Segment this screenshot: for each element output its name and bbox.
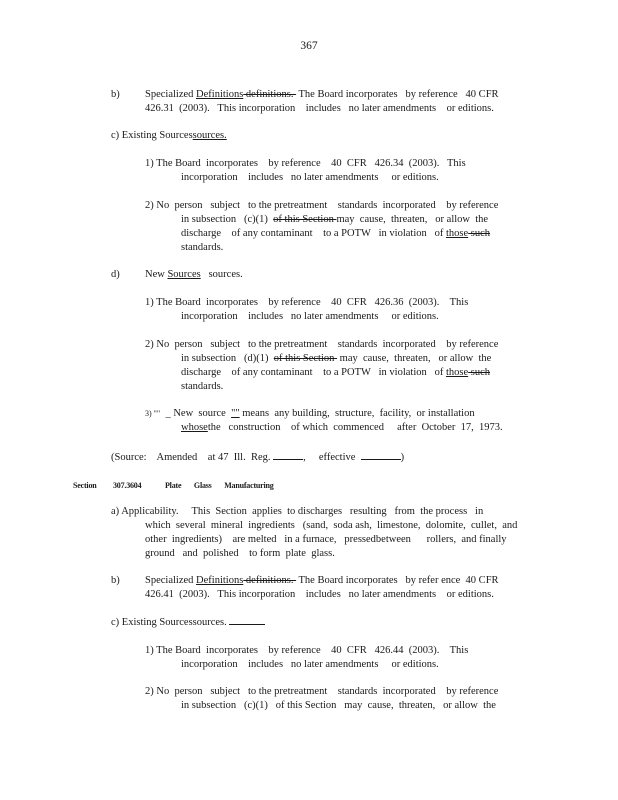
paragraph-line: standards. [181, 242, 224, 253]
blank-line [229, 618, 265, 625]
blank-line [361, 449, 401, 460]
section-title: Plate Glass Manufacturing [165, 481, 274, 490]
paragraph-line [181, 227, 490, 241]
inserted-text: Definitions [196, 89, 244, 100]
paragraph-line [145, 574, 499, 588]
item-label: b) [111, 575, 120, 586]
paragraph-line: a) Applicability. This Section applies to discharges resulting from the process in [111, 506, 484, 517]
page-number: 367 [300, 40, 318, 52]
item-label: b) [111, 89, 120, 100]
text-run: (Source: Amended at 47 Ill. Reg. [111, 452, 271, 463]
text-run: means any building, structure, facility, or installation [239, 408, 475, 419]
text-run: c) Existing Sourcessources. [111, 617, 227, 628]
item-label: d) [111, 269, 120, 280]
text-run: discharge of any contaminant to a POTW in violation of [181, 367, 446, 378]
deleted-text: of this Section [273, 353, 338, 364]
text-run: New [145, 269, 168, 280]
text-run: Specialized [145, 89, 197, 100]
inserted-text: those [445, 228, 469, 239]
source-note [111, 449, 404, 465]
text-run: , effective [303, 452, 356, 463]
paragraph-line [145, 88, 499, 102]
text-run: ) [400, 452, 405, 463]
subsection-heading [145, 268, 243, 282]
text-run: the construction of which commenced after October 17, 1973. [207, 422, 503, 433]
paragraph-line: standards. [181, 381, 224, 392]
text-run: _ New source [160, 408, 232, 419]
deleted-text: of this Section [273, 214, 337, 225]
text-run: discharge of any contaminant to a POTW in violation of [181, 228, 446, 239]
inserted-text: Sources [167, 269, 201, 280]
inserted-text: sources. [192, 130, 227, 141]
paragraph-line: 1) The Board incorporates by reference 40 CFR 426.34 (2003). This [145, 158, 466, 169]
item-marker: 3) "" [145, 409, 161, 418]
inserted-text: Definitions [196, 575, 244, 586]
section-label: Section [73, 481, 97, 490]
paragraph-line: 2) No person subject to the pretreatment standards incorporated by reference [145, 200, 499, 211]
paragraph-line [181, 421, 503, 435]
paragraph-line: 1) The Board incorporates by reference 40 CFR 426.44 (2003). This [145, 645, 469, 656]
paragraph-line [181, 352, 491, 366]
deleted-text: definitions. [243, 89, 297, 100]
paragraph-line: 426.31 (2003). This incorporation includes no later amendments or editions. [145, 103, 494, 114]
paragraph-line: 2) No person subject to the pretreatment standards incorporated by reference [145, 686, 499, 697]
paragraph-line: which several mineral ingredients (sand, soda ash, limestone, dolomite, cullet, and [145, 520, 518, 531]
inserted-text: those [445, 367, 469, 378]
inserted-text: "" [231, 408, 240, 419]
paragraph-line [181, 213, 488, 227]
paragraph-line [145, 407, 475, 421]
text-run: The Board incorporates by reference 40 CFR [296, 89, 499, 100]
text-run: in subsection (c)(1) [181, 214, 274, 225]
text-run: sources. [200, 269, 243, 280]
text-run: may cause, threaten, or allow the [336, 214, 489, 225]
text-run: c) Existing Sources [111, 130, 193, 141]
subsection-heading [111, 129, 227, 143]
deleted-text: definitions. [243, 575, 297, 586]
paragraph-line: incorporation includes no later amendments or editions. [181, 172, 439, 183]
inserted-text: whose [181, 422, 208, 433]
paragraph-line: 2) No person subject to the pretreatment standards incorporated by reference [145, 339, 499, 350]
paragraph-line: 426.41 (2003). This incorporation includes no later amendments or editions. [145, 589, 494, 600]
blank-line [273, 449, 303, 460]
text-run: The Board incorporates by refer ence 40 CFR [296, 575, 499, 586]
paragraph-line: 1) The Board incorporates by reference 40 CFR 426.36 (2003). This [145, 297, 469, 308]
subsection-heading [111, 616, 265, 630]
paragraph-line: ground and polished to form plate glass. [145, 548, 335, 559]
paragraph-line: other ingredients) are melted in a furnace, pressedbetween rollers, and finally [145, 534, 507, 545]
paragraph-line: incorporation includes no later amendments or editions. [181, 659, 439, 670]
paragraph-line: incorporation includes no later amendments or editions. [181, 311, 439, 322]
text-run: in subsection (d)(1) [181, 353, 274, 364]
deleted-text: such [468, 367, 491, 378]
deleted-text: such [468, 228, 491, 239]
section-number: 307.3604 [113, 481, 142, 490]
text-run: may cause, threaten, or allow the [337, 353, 492, 364]
paragraph-line [181, 366, 490, 380]
text-run: Specialized [145, 575, 197, 586]
paragraph-line: in subsection (c)(1) of this Section may cause, threaten, or allow the [181, 700, 496, 711]
